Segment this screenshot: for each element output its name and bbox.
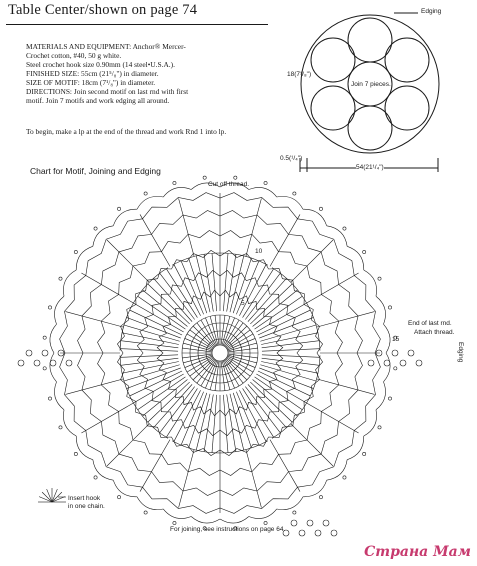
picot [319, 207, 322, 210]
petal-stitch [204, 394, 213, 451]
joining-loop-1 [18, 360, 24, 366]
center-ring-0 [212, 345, 228, 361]
joining-loop-1 [26, 350, 32, 356]
picot [117, 496, 120, 499]
petal-stitch [121, 358, 179, 365]
joining-loop-1 [66, 360, 72, 366]
petal-stitch [262, 341, 320, 348]
insert-hook-label-2: in one chain. [68, 503, 105, 510]
joining-loop-1 [34, 360, 40, 366]
joining-loop-2 [315, 530, 321, 536]
center-stitch [222, 316, 230, 345]
picot [43, 367, 46, 370]
scallop [191, 516, 220, 523]
petal-stitch [130, 310, 182, 335]
picot [94, 227, 97, 230]
insert-hook-fan [42, 492, 52, 502]
picot [264, 181, 267, 184]
center-stitch [226, 326, 247, 347]
petal-stitch [262, 355, 320, 358]
picot [94, 476, 97, 479]
scallop [220, 516, 249, 523]
center-stitch [228, 343, 257, 351]
picot [234, 176, 237, 179]
scallop [383, 353, 390, 382]
picot [378, 277, 381, 280]
outer-spoke [140, 440, 170, 492]
page-title: Table Center/shown on page 74 [8, 2, 198, 18]
chart-title: Chart for Motif, Joining and Edging [30, 166, 161, 176]
directions-line-2: motif. Join 7 motifs and work edging all around. [26, 96, 170, 105]
joining-loop-2 [323, 520, 329, 526]
outer-spoke [307, 403, 359, 433]
picot [43, 336, 46, 339]
motif-size-line: SIZE OF MOTIF: 18cm (7¹/₈") in diameter. [26, 78, 156, 87]
center-stitch [228, 348, 258, 352]
picot [144, 192, 147, 195]
scallop [376, 382, 386, 410]
petal-stitch [174, 264, 201, 315]
scallop [249, 187, 277, 197]
center-stitch [193, 326, 214, 347]
picot [378, 426, 381, 429]
outer-spoke [317, 379, 375, 395]
scallop [76, 436, 93, 460]
picot [59, 426, 62, 429]
petal-stitch [223, 395, 228, 453]
petal-stitch [262, 349, 320, 352]
joining-loop-0 [416, 360, 422, 366]
scallop [163, 509, 191, 519]
petal-stitch [212, 395, 217, 453]
center-stitch [187, 357, 213, 372]
picot [264, 521, 267, 524]
outer-spoke [270, 214, 300, 266]
joining-loop-0 [368, 360, 374, 366]
outer-spoke [107, 240, 149, 282]
center-stitch [221, 315, 225, 345]
outer-spoke [107, 424, 149, 466]
joining-loop-0 [408, 350, 414, 356]
directions-line-1: DIRECTIONS: Join second motif on last rnd with first [26, 87, 189, 96]
center-stitch [183, 343, 212, 351]
scallop [113, 480, 137, 497]
outer-spoke [317, 312, 375, 328]
center-stitch [182, 348, 212, 352]
scallop [303, 480, 327, 497]
watermark-logo: Страна Мам [364, 544, 471, 560]
cut-off-label: Cut off thread. [208, 181, 250, 188]
center-stitch [224, 320, 239, 346]
petal-stitch [204, 254, 213, 311]
materials-line-2: Crochet cotton, #40, 50 g white. [26, 51, 122, 60]
picot [173, 521, 176, 524]
scallop [76, 246, 93, 270]
picot [343, 227, 346, 230]
edge-size-label: 0.5(¹/₄") [280, 155, 303, 162]
center-stitch [221, 361, 225, 391]
picot [117, 207, 120, 210]
begin-instruction: To begin, make a lp at the end of the thread and work Rnd 1 into lp. [26, 127, 227, 136]
joining-loop-0 [384, 360, 390, 366]
petal-stitch [227, 254, 236, 311]
motif-size-label: 18(7¹/₈") [287, 71, 312, 78]
scallop [303, 209, 327, 226]
picot [388, 306, 391, 309]
round-number-15: 15 [392, 336, 400, 343]
petal-stitch [212, 253, 217, 311]
center-stitch [227, 357, 253, 372]
center-stitch [215, 315, 219, 345]
picot [144, 511, 147, 514]
center-stitch [201, 320, 216, 346]
outer-spoke [81, 403, 133, 433]
petal-stitch [258, 371, 310, 396]
picot [74, 452, 77, 455]
petal-stitch [120, 355, 178, 358]
center-stitch [226, 359, 247, 380]
outer-spoke [291, 240, 333, 282]
petal-stitch [239, 390, 266, 441]
scallop [383, 324, 390, 353]
scallop [163, 187, 191, 197]
joining-loop-2 [307, 520, 313, 526]
scallop [54, 382, 64, 410]
end-last-rnd-label: End of last rnd. [408, 320, 452, 327]
outer-spoke [307, 273, 359, 303]
diameter-label: 54(21¹/₄") [356, 164, 384, 171]
scallop [376, 296, 386, 324]
picot [48, 397, 51, 400]
picot [363, 452, 366, 455]
center-stitch [215, 361, 219, 391]
round-number-5: 5 [241, 300, 245, 307]
center-stitch [227, 334, 253, 349]
picot [48, 306, 51, 309]
petal-stitch [227, 394, 236, 451]
insert-hook-label: Insert hook [68, 495, 101, 502]
picot [363, 250, 366, 253]
center-stitch [222, 361, 230, 390]
scallop [347, 246, 364, 270]
joining-loop-0 [400, 360, 406, 366]
outer-spoke [179, 198, 195, 256]
center-label: Join 7 pieces. [351, 81, 391, 88]
picot [343, 476, 346, 479]
attach-thread-label: Attach thread. [414, 329, 455, 336]
picot [293, 192, 296, 195]
joining-loop-2 [331, 530, 337, 536]
outer-spoke [81, 273, 133, 303]
petal-stitch [258, 310, 310, 335]
joining-loop-1 [50, 360, 56, 366]
center-stitch [228, 355, 257, 363]
petal-stitch [196, 394, 210, 450]
scallop [50, 353, 57, 382]
round-number-10: 10 [255, 248, 263, 255]
picot [319, 496, 322, 499]
finished-size-line: FINISHED SIZE: 55cm (21⁵/₈") in diameter. [26, 69, 159, 78]
materials-line-1: MATERIALS AND EQUIPMENT: Anchor® Mercer- [26, 42, 186, 51]
center-stitch [201, 360, 216, 386]
center-stitch [187, 334, 213, 349]
center-stitch [193, 359, 214, 380]
chart-edging-label: Edging [457, 342, 464, 363]
outer-spoke [140, 214, 170, 266]
edging-label: Edging [421, 8, 442, 15]
center-stitch [210, 316, 218, 345]
picot [59, 277, 62, 280]
outer-spoke [65, 379, 123, 395]
petal-stitch [230, 394, 244, 450]
center-stitch [224, 360, 239, 386]
petal-stitch [223, 253, 228, 311]
scallop [347, 436, 364, 460]
scallop [50, 324, 57, 353]
outer-spoke [65, 312, 123, 328]
joining-loop-2 [299, 530, 305, 536]
picot [173, 181, 176, 184]
scallop [249, 509, 277, 519]
joining-note: For joining, see instructions on page 64. [170, 526, 286, 533]
petal-stitch [130, 371, 182, 396]
center-stitch [182, 354, 212, 358]
center-stitch [210, 361, 218, 390]
petal-stitch [174, 390, 201, 441]
center-stitch [183, 355, 212, 363]
petal-stitch [196, 256, 210, 312]
outer-spoke [179, 450, 195, 508]
joining-loop-0 [392, 350, 398, 356]
petal-stitch [239, 264, 266, 315]
petal-stitch [121, 341, 179, 348]
center-stitch [228, 354, 258, 358]
picot [293, 511, 296, 514]
scallop [113, 209, 137, 226]
outer-spoke [270, 440, 300, 492]
picot [394, 367, 397, 370]
picot [203, 176, 206, 179]
petal-stitch [120, 349, 178, 352]
picot [388, 397, 391, 400]
materials-line-3: Steel crochet hook size 0.90mm (14 steel•U.S.A.). [26, 60, 175, 69]
petal-stitch [262, 358, 320, 365]
outer-spoke [291, 424, 333, 466]
outer-spoke [246, 450, 262, 508]
joining-loop-1 [42, 350, 48, 356]
joining-loop-2 [291, 520, 297, 526]
picot [74, 250, 77, 253]
scallop [54, 296, 64, 324]
